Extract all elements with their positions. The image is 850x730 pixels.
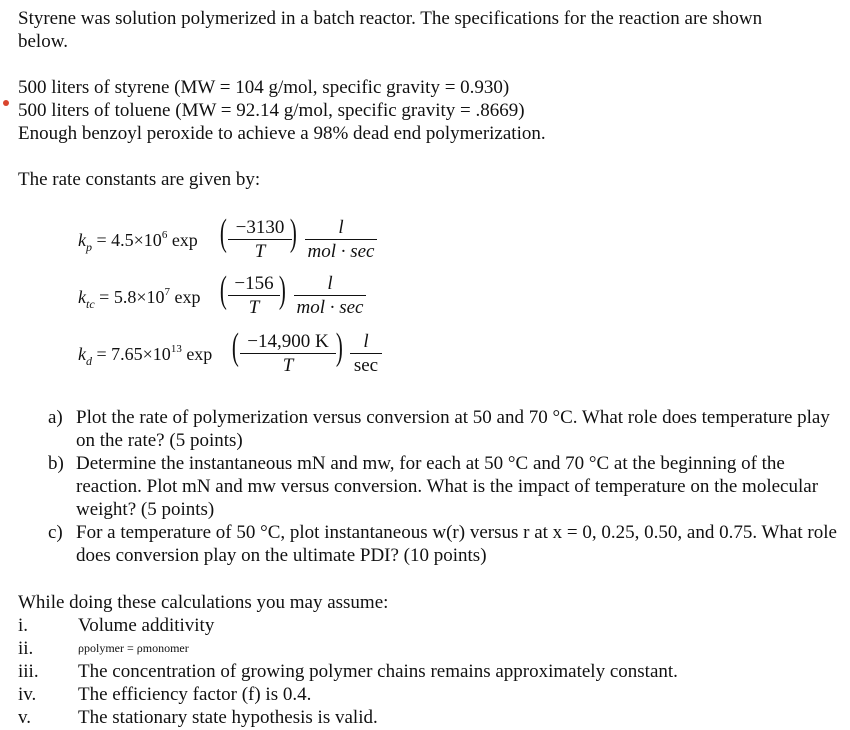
assumption-text: The stationary state hypothesis is valid. <box>78 707 378 728</box>
kd-symbol: k <box>78 344 86 364</box>
kp-prefactor: = 4.5×10 <box>96 230 162 250</box>
kd-exp-fn: exp <box>186 344 213 364</box>
kd-prefactor: = 7.65×10 <box>96 344 171 364</box>
rate-intro: The rate constants are given by: <box>18 169 261 190</box>
assumption-text: The concentration of growing polymer chains remains approximately constant. <box>78 661 678 682</box>
kd-unit-num: l <box>350 330 382 354</box>
ktc-subscript: tc <box>86 297 95 311</box>
kp-fraction <box>228 216 292 263</box>
kd-subscript: d <box>86 354 92 368</box>
question-b-text: Determine the instantaneous mN and mw, for each at 50 °C and 70 °C at the beginning of the reaction. Plot mN and mw versus conversion. What is the impact of temperature on the molecular weight? (5 points) <box>76 453 819 520</box>
ktc-unit-den: mol · sec <box>296 297 364 318</box>
kp-exp-fn: exp <box>171 230 198 250</box>
assumption-num: i. <box>18 615 29 636</box>
spec-toluene: 500 liters of toluene (MW = 92.14 g/mol, specific gravity = .8669) <box>18 100 525 121</box>
ktc-right-paren: ) <box>278 269 286 311</box>
assumption-num: iv. <box>18 684 37 705</box>
intro-line-2: below. <box>18 31 68 52</box>
spec-initiator: Enough benzoyl peroxide to achieve a 98% dead end polymerization. <box>18 123 546 144</box>
assumptions-intro: While doing these calculations you may assume: <box>18 592 389 613</box>
ktc-denominator: T <box>248 297 260 318</box>
kd-left-paren: ( <box>231 326 239 368</box>
kp-denominator: T <box>254 241 266 262</box>
ktc-unit <box>294 272 366 319</box>
question-a-label: a) <box>48 407 63 428</box>
kd-fraction <box>240 330 336 377</box>
kd-denominator: T <box>282 355 294 376</box>
bullet-marker <box>3 100 9 106</box>
ktc-fraction <box>228 272 280 319</box>
assumption-num: v. <box>18 707 32 728</box>
kd-numerator: −14,900 K <box>240 330 336 354</box>
ktc-numerator: −156 <box>228 272 280 296</box>
ktc-exponent: 7 <box>164 286 170 298</box>
kp-subscript: p <box>86 240 92 254</box>
kp-numerator: −3130 <box>228 216 292 240</box>
question-c-text: For a temperature of 50 °C, plot instantaneous w(r) versus r at x = 0, 0.25, 0.50, and 0.75. What role does conversion play on the ultimate PDI? (10 points) <box>76 522 837 566</box>
kp-unit-den: mol · sec <box>307 241 375 262</box>
question-b-label: b) <box>48 453 64 474</box>
assumption-text: The efficiency factor (f) is 0.4. <box>78 684 312 705</box>
kp-right-paren: ) <box>289 212 297 254</box>
ktc-symbol: k <box>78 287 86 307</box>
kp-unit <box>305 216 377 263</box>
kp-unit-num: l <box>305 216 377 240</box>
kd-right-paren: ) <box>335 326 343 368</box>
kd-unit <box>350 330 382 377</box>
assumption-num: ii. <box>18 638 34 659</box>
kd-exponent: 13 <box>170 343 182 355</box>
kp-symbol: k <box>78 230 86 250</box>
kp-left-paren: ( <box>219 212 227 254</box>
kp-exponent: 6 <box>161 229 168 241</box>
ktc-left-paren: ( <box>219 269 227 311</box>
ktc-exp-fn: exp <box>174 287 201 307</box>
assumption-num: iii. <box>18 661 39 682</box>
intro-line-1: Styrene was solution polymerized in a batch reactor. The specifications for the reaction are shown <box>18 8 763 29</box>
assumption-text: Volume additivity <box>78 615 215 636</box>
assumption-text: ρpolymer = ρmonomer <box>78 641 189 655</box>
ktc-prefactor: = 5.8×10 <box>99 287 165 307</box>
question-a-text: Plot the rate of polymerization versus conversion at 50 and 70 °C. What role does temperature play on the rate? (5 points) <box>76 407 830 451</box>
question-c-label: c) <box>48 522 63 543</box>
ktc-unit-num: l <box>294 272 366 296</box>
kd-unit-den: sec <box>353 355 379 376</box>
spec-styrene: 500 liters of styrene (MW = 104 g/mol, specific gravity = 0.930) <box>18 77 510 98</box>
